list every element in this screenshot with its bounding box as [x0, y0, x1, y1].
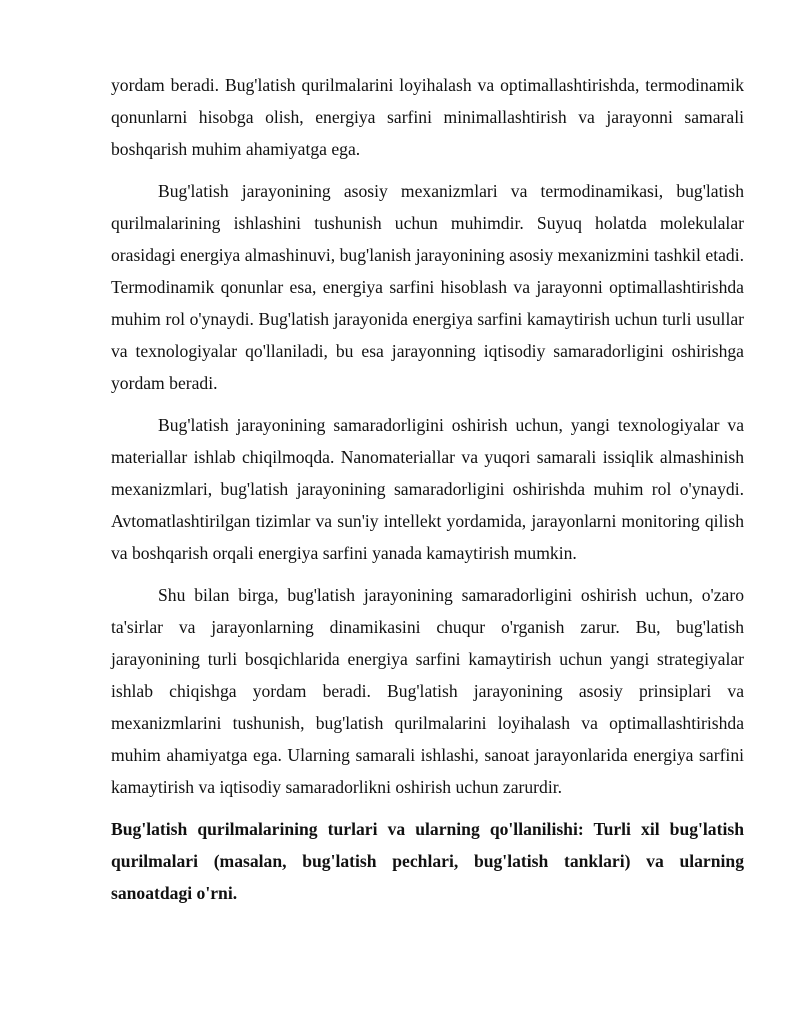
paragraph-mechanisms: Bug'latish jarayonining asosiy mexanizmlari va termodinamikasi, bug'latish qurilmalarining ishlashini tushunish uchun muhimdir. Suyuq holatda molekulalar orasidagi energiya almashinuvi, bug'lanish jarayonining asosiy mexanizmini tashkil etadi. Termodinamik qonunlar esa, energiya sarfini hisoblash va jarayonni optimallashtirishda muhim rol o'ynaydi. Bug'latish jarayonida energiya sarfini kamaytirish uchun turli usullar va texnologiyalar qo'llaniladi, bu esa jarayonning iqtisodiy samaradorligini oshirishga yordam beradi.: [111, 181, 744, 393]
section-heading: Bug'latish qurilmalarining turlari va ularning qo'llanilishi: Turli xil bug'latish qurilmalari (masalan, bug'latish pechlari, bug'latish tanklari) va ularning sanoatdagi o'rni.: [111, 819, 744, 903]
document-body: [111, 69, 744, 909]
paragraph-technologies: Bug'latish jarayonining samaradorligini oshirish uchun, yangi texnologiyalar va materiallar ishlab chiqilmoqda. Nanomateriallar va yuqori samarali issiqlik almashinish mexanizmlari, bug'latish jarayonining samaradorligini oshirishda muhim rol o'ynaydi. Avtomatlashtirilgan tizimlar va sun'iy intellekt yordamida, jarayonlarni monitoring qilish va boshqarish orqali energiya sarfini yanada kamaytirish mumkin.: [111, 415, 744, 563]
paragraph-continuation: yordam beradi. Bug'latish qurilmalarini loyihalash va optimallashtirishda, termodinamik qonunlarni hisobga olish, energiya sarfini minimallashtirish va jarayonni samarali boshqarish muhim ahamiyatga ega.: [111, 75, 744, 159]
paragraph-dynamics: Shu bilan birga, bug'latish jarayonining samaradorligini oshirish uchun, o'zaro ta'sirlar va jarayonlarning dinamikasini chuqur o'rganish zarur. Bu, bug'latish jarayonining turli bosqichlarida energiya sarfini kamaytirish uchun yangi strategiyalar ishlab chiqishga yordam beradi. Bug'latish jarayonining asosiy prinsiplari va mexanizmlarini tushunish, bug'latish qurilmalarini loyihalash va optimallashtirishda muhim ahamiyatga ega. Ularning samarali ishlashi, sanoat jarayonlarida energiya sarfini kamaytirish va iqtisodiy samaradorlikni oshirish uchun zarurdir.: [111, 585, 744, 797]
